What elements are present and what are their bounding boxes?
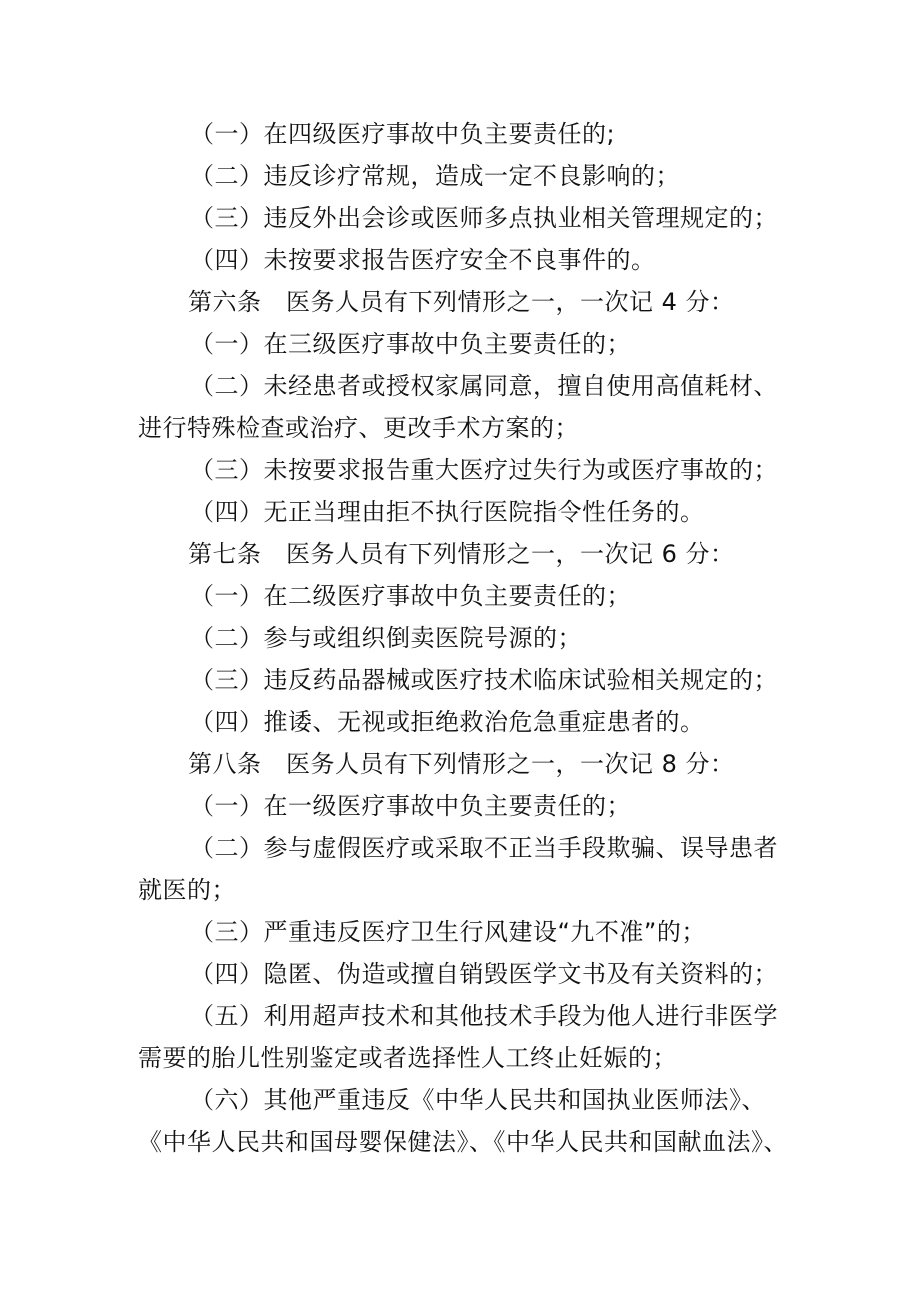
text-line: （四）未按要求报告医疗安全不良事件的。	[190, 246, 656, 274]
text-line: （三）违反外出会诊或医师多点执业相关管理规定的；	[190, 204, 778, 232]
text-line-continuation: 《中华人民共和国母婴保健法》、《中华人民共和国献血法》、	[138, 1128, 788, 1156]
text-line: （二）参与虚假医疗或采取不正当手段欺骗、误导患者	[190, 834, 778, 862]
text-line: （四）隐匿、伪造或擅自销毁医学文书及有关资料的；	[190, 960, 778, 988]
text-line: （四）推诿、无视或拒绝救治危急重症患者的。	[190, 708, 705, 736]
text-line: （三）违反药品器械或医疗技术临床试验相关规定的；	[190, 666, 778, 694]
text-line-continuation: 就医的；	[138, 876, 236, 904]
text-line: （二）未经患者或授权家属同意，擅自使用高值耗材、	[190, 372, 778, 400]
text-line: （一）在一级医疗事故中负主要责任的；	[190, 792, 631, 820]
text-line: （五）利用超声技术和其他技术手段为他人进行非医学	[190, 1002, 778, 1030]
article-heading-8: 第八条 医务人员有下列情形之一，一次记 8 分：	[188, 750, 735, 778]
text-line: （二）参与或组织倒卖医院号源的；	[190, 624, 582, 652]
article-heading-6: 第六条 医务人员有下列情形之一，一次记 4 分：	[188, 288, 735, 316]
article-heading-7: 第七条 医务人员有下列情形之一，一次记 6 分：	[188, 540, 735, 568]
text-line: （一）在二级医疗事故中负主要责任的；	[190, 582, 631, 610]
text-line-continuation: 进行特殊检查或治疗、更改手术方案的；	[138, 414, 579, 442]
text-line: （六）其他严重违反《中华人民共和国执业医师法》、	[190, 1086, 766, 1114]
text-line: （二）违反诊疗常规，造成一定不良影响的；	[190, 162, 680, 190]
text-line: （一）在三级医疗事故中负主要责任的；	[190, 330, 631, 358]
text-line: （一）在四级医疗事故中负主要责任的;	[190, 120, 616, 148]
text-line-continuation: 需要的胎儿性别鉴定或者选择性人工终止妊娠的；	[138, 1044, 677, 1072]
text-line: （四）无正当理由拒不执行医院指令性任务的。	[190, 498, 705, 526]
text-line: （三）严重违反医疗卫生行风建设“九不准”的；	[190, 918, 706, 946]
text-line: （三）未按要求报告重大医疗过失行为或医疗事故的；	[190, 456, 778, 484]
